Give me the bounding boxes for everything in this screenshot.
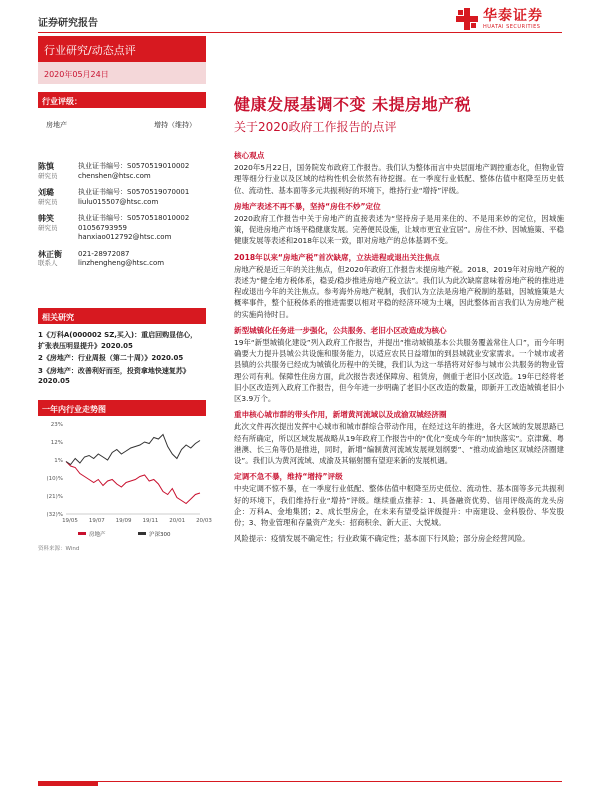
analyst-name: 刘璐 — [38, 188, 54, 197]
report-date: 2020年05月24日 — [38, 62, 206, 84]
analyst-entry — [38, 188, 206, 207]
y-tick-label: (10)% — [46, 476, 63, 482]
analyst-email[interactable]: chenshen@htsc.com — [78, 171, 151, 180]
trend-chart — [38, 400, 212, 550]
report-body — [234, 145, 564, 545]
legend-swatch — [78, 532, 86, 535]
related-item[interactable]: 3《房地产：改善利好而至，投资拿地快速复苏》2020.05 — [38, 366, 190, 385]
analyst-cert: 执业证书编号：S0570519010002 — [78, 162, 190, 170]
brand-logo-icon — [456, 8, 478, 30]
y-tick-label: 23% — [50, 422, 63, 428]
section-heading: 新型城镇化任务进一步强化，公共服务、老旧小区改造成为核心 — [234, 325, 447, 335]
analyst-entry — [38, 214, 206, 243]
header-divider — [38, 32, 562, 33]
y-tick-label: (32)% — [46, 512, 63, 518]
analyst-email[interactable]: liulu015507@htsc.com — [78, 197, 159, 206]
section-heading: 房地产表述不再不暴，坚持“房住不炒”定位 — [234, 201, 381, 211]
section-heading: 核心观点 — [234, 151, 265, 160]
analyst-role: 研究员 — [38, 197, 58, 206]
x-tick-label: 19/09 — [115, 518, 132, 524]
section-heading: 2018年以来“房地产税”首次缺席，立法进程或退出关注焦点 — [234, 252, 440, 262]
analyst-email[interactable]: hanxiao012792@htsc.com — [78, 233, 172, 241]
report-category: 行业研究/动态点评 — [38, 36, 206, 62]
brand-name-cn: 华泰证券 — [483, 7, 543, 24]
y-tick-label: (21)% — [46, 494, 63, 500]
analyst-role: 研究员 — [38, 171, 58, 180]
analyst-name: 陈慎 — [38, 162, 54, 171]
related-item[interactable]: 2《房地产：行业周报（第二十周）》2020.05 — [38, 354, 184, 362]
y-tick-label: 12% — [50, 440, 63, 446]
analyst-cert: 执业证书编号：S0570518010002 — [78, 214, 190, 222]
x-tick-label: 20/03 — [196, 518, 212, 524]
series-line-0 — [66, 462, 200, 504]
section-body: 此次文件再次提出发挥中心城市和城市群综合带动作用，在经过这年的推进，各大区域的发展思路已经有所确定，所以区域发展战略从19年政府工作报告中的“优化”变成今年的“加快落实”。京津冀、粤港澳、长三角等仍是推进，同时，新增“编制黄河流域发展规划纲要”、“推动成渝地区双城经济圈建设”。我们认为黄河流域、成渝及其辐射圈有望迎来新的发展机遇。 — [234, 422, 564, 466]
footer-accent — [38, 781, 98, 786]
related-title: 相关研究 — [38, 308, 206, 324]
risk-note: 风险提示：疫情发展不确定性；行业政策不确定性；基本面下行风险；部分房企经营风险。 — [234, 534, 530, 544]
analyst-entry — [38, 250, 206, 269]
section-body: 19年“新型城镇化建设”列入政府工作报告，并提出“推动城镇基本公共服务覆盖常住人口”，而今年明确要大力提升县城公共设施和服务能力，以适应农民日益增加的到县城就业安家需求。一个城市或者县镇的公共服务已经成为城镇化历程中的关键，我们认为这一举措将对好参与城市公共服务的物业管理公司有利。保障性住房方面，此次报告表述保障房、租赁房，侧重于老旧小区改造。19年已经将老旧小区改造列入政府工作报告，但今年进一步明确了老旧小区改造的数量，即新开工改造城镇老旧小区3.9万个。 — [234, 338, 564, 404]
chart-title: 一年内行业走势图 — [38, 400, 206, 416]
analyst-cert: 执业证书编号：S0570519070001 — [78, 188, 190, 196]
analyst-name: 林正衡 — [38, 249, 62, 259]
analyst-entry — [38, 162, 206, 181]
series-line-1 — [66, 435, 200, 465]
chart-source: 资料来源：Wind — [38, 546, 80, 552]
section-body: 中央定调不惊不暴，在一季度行业低配、整体估值中枢降至历史低位、流动性、基本面等多元共振利好的环境下，我们维持行业“增持”评级。继续重点推荐：1、具备融资优势、信用评级高的龙头房企：万科A、金地集团；2、成长型房企，在未来有望受益评级提升：中南建设、金科股份、华发股份；3、物业管理和存量资产龙头：招商积余、新大正、大悦城。 — [234, 484, 564, 528]
report-subtitle: 关于2020政府工作报告的点评 — [234, 120, 397, 134]
legend-swatch — [138, 532, 146, 535]
report-title: 健康发展基调不变 未提房地产税 — [234, 95, 472, 114]
section-body: 房地产税是近三年的关注焦点，但2020年政府工作报告未提房地产税。2018、2019年对房地产税的表述为“健全地方税体系，稳妥/稳步推进房地产税立法”。我们认为此次缺席意味着房地产税的推进进程或退出今年的关注焦点。参考海外房地产税制，我们认为立法是房地产税制的基础，因城施策是大概率事件，整个征税体系的推进需要以相对平稳的经济环境为土壤，因此整体而言我们认为房地产税的实施尚待时日。 — [234, 264, 564, 319]
document-type-label: 证券研究报告 — [38, 18, 98, 29]
brand-name-en: HUATAI SECURITIES — [483, 23, 541, 30]
x-tick-label: 19/07 — [88, 518, 105, 524]
analyst-phone: 021-28972087 — [78, 249, 130, 258]
rating-value: 增持（维持） — [154, 121, 196, 129]
x-tick-label: 19/11 — [142, 518, 159, 524]
section-heading: 重申核心城市群的带头作用，新增黄河流域以及成渝双城经济圈 — [234, 410, 447, 420]
legend-label: 沪深300 — [149, 532, 171, 538]
analyst-phone: 01056793959 — [78, 223, 127, 232]
analyst-list — [38, 162, 206, 276]
analyst-role: 联系人 — [38, 259, 58, 267]
rating-industry: 房地产 — [46, 121, 67, 129]
section-body: 2020政府工作报告中关于房地产的直接表述为“坚持房子是用来住的、不是用来炒的定位，因城施策，促进房地产市场平稳健康发展。完善便民设施，让城市更宜业宜居”。房住不炒、因城施策、平稳健康发展等表述和2018年以来一致，即对房地产的总体基调不变。 — [234, 214, 564, 246]
related-item[interactable]: 1《万科A(000002 SZ,买入)：重启回购显信心，扩张表压明显提升》2020.05 — [38, 331, 198, 350]
analyst-name: 韩笑 — [38, 214, 54, 223]
trend-chart-svg — [38, 416, 212, 546]
x-tick-label: 20/01 — [169, 518, 186, 524]
x-tick-label: 19/05 — [62, 518, 78, 524]
section-body: 2020年5月22日，国务院发布政府工作报告。我们认为整体而言中央层面地产调控重态化，但物业管理等细分行业以及区域的结构性机会依然有待挖掘。在一季度行业低配、整体估值中枢降至历史低位、流动性、基本面等多元共振利好的环境下，维持行业“增持”评级。 — [234, 163, 564, 195]
rating-panel — [38, 92, 206, 138]
related-research — [38, 308, 206, 389]
brand-logo — [456, 8, 543, 30]
analyst-email[interactable]: linzhengheng@htsc.com — [78, 259, 165, 267]
legend-label: 房地产 — [89, 532, 106, 538]
analyst-role: 研究员 — [38, 223, 58, 232]
footer-divider — [38, 781, 562, 782]
section-heading: 定调不急不暴，维持“增持”评级 — [234, 472, 343, 482]
y-tick-label: 1% — [54, 458, 63, 464]
rating-section-title: 行业评级： — [38, 92, 206, 108]
